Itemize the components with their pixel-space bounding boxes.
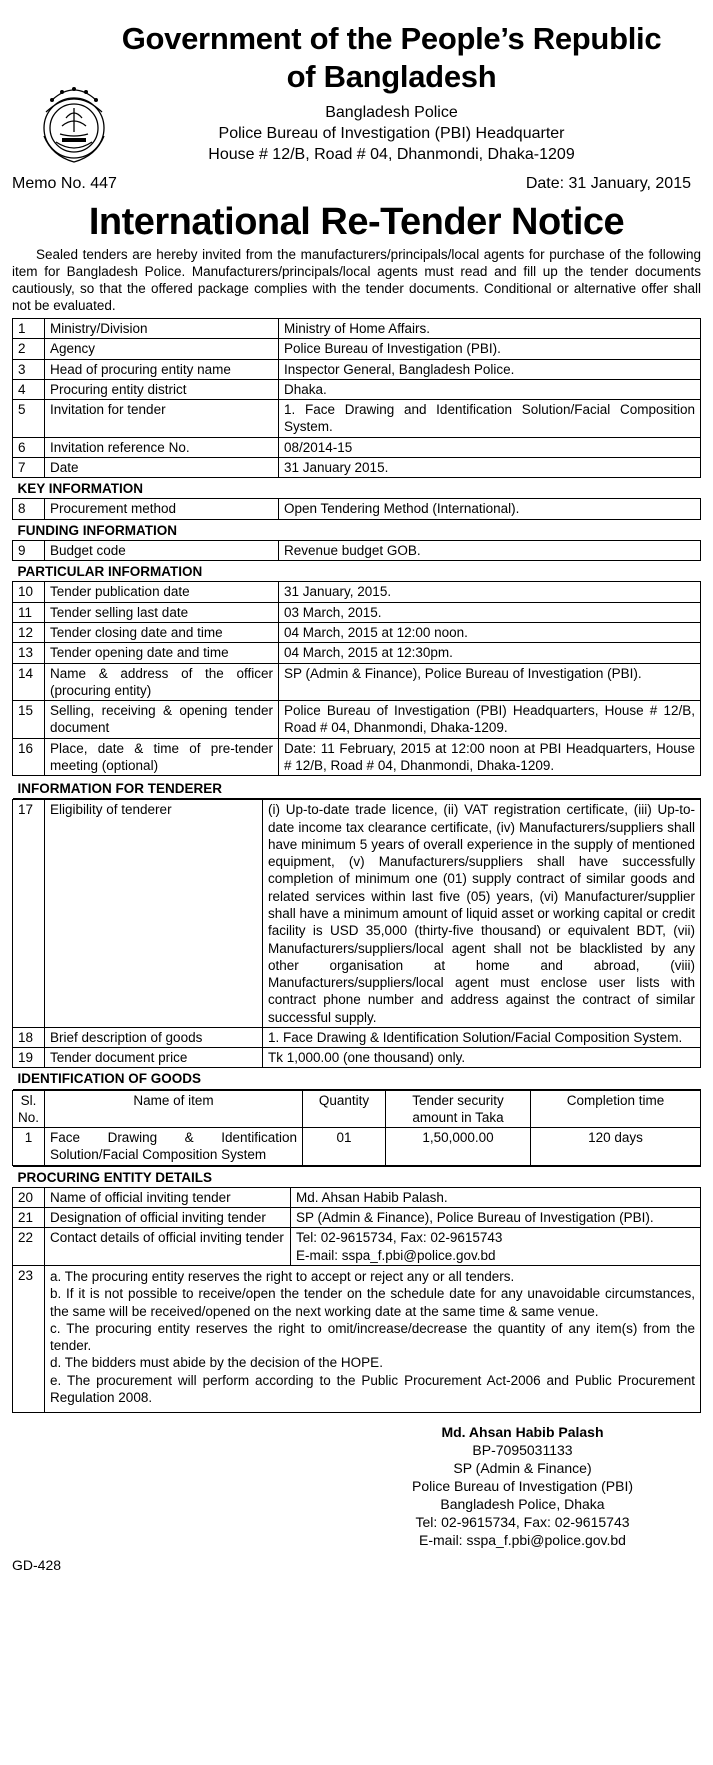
table-row xyxy=(13,663,701,701)
row-value: SP (Admin & Finance), Police Bureau of Investigation (PBI). xyxy=(291,1208,701,1228)
row-value: Md. Ahsan Habib Palash. xyxy=(291,1187,701,1207)
row-label: Head of procuring entity name xyxy=(45,359,279,379)
tender-info-table xyxy=(12,318,701,799)
row-number: 4 xyxy=(13,379,45,399)
row-label: Invitation reference No. xyxy=(45,437,279,457)
table-row xyxy=(13,457,701,477)
table-row xyxy=(13,738,701,776)
table-row xyxy=(13,582,701,602)
row-label: Tender publication date xyxy=(45,582,279,602)
row-number: 15 xyxy=(13,701,45,739)
row-number: 6 xyxy=(13,437,45,457)
row-number: 14 xyxy=(13,663,45,701)
row-value: 1. Face Drawing & Identification Solution/Facial Composition System. xyxy=(263,1027,701,1047)
row-value: 1. Face Drawing and Identification Solution/Facial Composition System. xyxy=(279,400,701,438)
memo-line xyxy=(12,174,691,194)
row-number: 7 xyxy=(13,457,45,477)
gd-code: GD-428 xyxy=(12,1557,62,1574)
row-value: Police Bureau of Investigation (PBI) Headquarters, House # 12/B, Road # 04, Dhanmondi, Dhaka-1209. xyxy=(279,701,701,739)
row-value: Date: 11 February, 2015 at 12:00 noon at PBI Headquarters, House # 12/B, Road # 04, Dhanmondi, Dhaka-1209. xyxy=(279,738,701,776)
row-value: Police Bureau of Investigation (PBI). xyxy=(279,339,701,359)
row-label: Agency xyxy=(45,339,279,359)
row-value: 08/2014-15 xyxy=(279,437,701,457)
row-label: Tender document price xyxy=(45,1048,263,1068)
row-label: Designation of official inviting tender xyxy=(45,1208,291,1228)
row-label: Contact details of official inviting tender xyxy=(45,1228,291,1266)
row-label: Ministry/Division xyxy=(45,319,279,339)
section-particular-information: PARTICULAR INFORMATION xyxy=(13,561,701,582)
memo-number: Memo No. 447 xyxy=(12,175,117,192)
row-number: 1 xyxy=(13,319,45,339)
row-value: 04 March, 2015 at 12:30pm. xyxy=(279,643,701,663)
row-label: Selling, receiving & opening tender document xyxy=(45,701,279,739)
row-value: Tk 1,000.00 (one thousand) only. xyxy=(263,1048,701,1068)
table-row: 8 Procurement method Open Tendering Method (International). xyxy=(13,499,701,519)
row-value: Tel: 02-9615734, Fax: 02-9615743 E-mail: sspa_f.pbi@police.gov.bd xyxy=(291,1228,701,1266)
goods-header-security: Tender security amount in Taka xyxy=(386,1090,531,1128)
row-value: SP (Admin & Finance), Police Bureau of Investigation (PBI). xyxy=(279,663,701,701)
row-value: 04 March, 2015 at 12:00 noon. xyxy=(279,622,701,642)
signature-area xyxy=(12,1423,701,1583)
row-label: Tender selling last date xyxy=(45,602,279,622)
table-row xyxy=(13,602,701,622)
table-row xyxy=(13,339,701,359)
row-value: 31 January 2015. xyxy=(279,457,701,477)
table-row xyxy=(13,1208,701,1228)
table-row xyxy=(13,379,701,399)
table-row xyxy=(13,1228,701,1266)
row-number: 22 xyxy=(13,1228,45,1266)
terms-list: a. The procuring entity reserves the right to accept or reject any or all tenders. b. If it is not possible to receive/open the tender on the schedule date for any unavoidable circumstances, the same will be received/opened on the next working date at the same time & same venue. c. The procuring entity reserves the right to omit/increase/decrease the quantity of any item(s) from the tender. d. The bidders must abide by the decision of the HOPE. e. The procurement will perform according to the Public Procurement Act-2006 and Public Procurement Regulation 2008. xyxy=(45,1266,701,1413)
row-number: 16 xyxy=(13,738,45,776)
row-label: Place, date & time of pre-tender meeting (optional) xyxy=(45,738,279,776)
table-row xyxy=(13,1048,701,1068)
row-label: Tender closing date and time xyxy=(45,622,279,642)
row-label: Date xyxy=(45,457,279,477)
intro-paragraph: Sealed tenders are hereby invited from the manufacturers/principals/local agents for purchase of the following item for Bangladesh Police. Manufacturers/principals/local agents must read and fill up the tender documents cautiously, so that the offered package complies with the tender documents. Conditional or alternative offer shall not be evaluated. xyxy=(12,247,701,313)
goods-header-item: Name of item xyxy=(45,1090,303,1128)
row-value: 31 January, 2015. xyxy=(279,582,701,602)
notice-title: International Re-Tender Notice xyxy=(88,201,625,243)
row-number: 20 xyxy=(13,1187,45,1207)
government-title: Government of the People’s Republic of Bangladesh xyxy=(121,21,662,94)
row-value: 03 March, 2015. xyxy=(279,602,701,622)
section-identification-of-goods: IDENTIFICATION OF GOODS xyxy=(13,1068,701,1089)
goods-table xyxy=(12,1090,701,1166)
row-label: Brief description of goods xyxy=(45,1027,263,1047)
row-number: 17 xyxy=(13,800,45,1027)
row-label: Invitation for tender xyxy=(45,400,279,438)
table-row xyxy=(13,400,701,438)
row-value: Inspector General, Bangladesh Police. xyxy=(279,359,701,379)
table-row xyxy=(13,643,701,663)
section-information-for-tenderer: INFORMATION FOR TENDERER xyxy=(13,776,701,799)
row-label: Tender opening date and time xyxy=(45,643,279,663)
table-row xyxy=(13,622,701,642)
row-value: Dhaka. xyxy=(279,379,701,399)
row-label: Procuring entity district xyxy=(45,379,279,399)
row-number: 5 xyxy=(13,400,45,438)
row-number: 11 xyxy=(13,602,45,622)
table-row xyxy=(13,319,701,339)
goods-header-sl: Sl. No. xyxy=(13,1090,45,1128)
row-label: Eligibility of tenderer xyxy=(45,800,263,1027)
table-row xyxy=(13,701,701,739)
table-row: 9 Budget code Revenue budget GOB. xyxy=(13,540,701,560)
header xyxy=(12,18,701,192)
signatory-name: Md. Ahsan Habib Palash xyxy=(441,1424,604,1441)
row-number: 2 xyxy=(13,339,45,359)
tenderer-table xyxy=(12,799,701,1089)
row-number: 3 xyxy=(13,359,45,379)
table-row-23: 23 a. The procuring entity reserves the right to accept or reject any or all tenders. b. If it is not possible to receive/open the tender on the schedule date for any unavoidable circumstances, the same will be received/opened on the next working date at the same time & same venue. c. The procuring entity reserves the right to omit/increase/decrease the quantity of any item(s) from the tender. d. The bidders must abide by the decision of the HOPE. e. The procurement will perform according to the Public Procurement Act-2006 and Public Procurement Regulation 2008. xyxy=(13,1266,701,1413)
row-number: 19 xyxy=(13,1048,45,1068)
goods-header-completion: Completion time xyxy=(531,1090,701,1128)
procuring-entity-table xyxy=(12,1166,701,1413)
row-number: 13 xyxy=(13,643,45,663)
table-row xyxy=(13,437,701,457)
signature-block: Md. Ahsan Habib Palash BP-7095031133 SP (Admin & Finance) Police Bureau of Investigation (PBI) Bangladesh Police, Dhaka Tel: 02-9615734, Fax: 02-9615743 E-mail: sspa_f.pbi@police.gov.bd xyxy=(411,1424,633,1549)
section-procuring-entity-details: PROCURING ENTITY DETAILS xyxy=(13,1166,701,1187)
goods-row: 1 Face Drawing & Identification Solution/Facial Composition System 01 1,50,000.00 120 days xyxy=(13,1128,701,1166)
row-value: (i) Up-to-date trade licence, (ii) VAT registration certificate, (iii) Up-to-date income tax clearance certificate, (iv) Manufacturers/suppliers shall have minimum 5 years of overall experience in the supply of mentioned equipment, (v) Manufacturers/suppliers shall have successfully completion of minimum one (01) supply contract of similar goods and related services within last five (05) years, (vi) Manufacturer/supplier shall have a minimum amount of liquid asset or working capital or credit facility is USD 35,000 (thirty-five thousand) or equivalent BDT, (vii) Manufacturers/suppliers/local agent shall not be blacklisted by any other organisation at home and abroad, (viii) Manufacturers/suppliers/local agent must enclose user lists with contract phone number and address against the contract of similar successful supply. xyxy=(263,800,701,1027)
section-key-information: KEY INFORMATION xyxy=(13,478,701,499)
table-row xyxy=(13,1187,701,1207)
row-value: Ministry of Home Affairs. xyxy=(279,319,701,339)
row-number: 18 xyxy=(13,1027,45,1047)
row-number: 12 xyxy=(13,622,45,642)
row-number: 10 xyxy=(13,582,45,602)
section-funding-information: FUNDING INFORMATION xyxy=(13,519,701,540)
goods-header-row xyxy=(13,1090,701,1128)
table-row xyxy=(13,359,701,379)
row-label: Name & address of the officer (procuring entity) xyxy=(45,663,279,701)
row-number: 21 xyxy=(13,1208,45,1228)
row-label: Name of official inviting tender xyxy=(45,1187,291,1207)
memo-date: Date: 31 January, 2015 xyxy=(525,175,691,192)
table-row xyxy=(13,800,701,1027)
office-address: Bangladesh Police Police Bureau of Investigation (PBI) Headquarter House # 12/B, Road # 04, Dhanmondi, Dhaka-1209 xyxy=(208,104,575,163)
goods-header-quantity: Quantity xyxy=(303,1090,386,1128)
table-row xyxy=(13,1027,701,1047)
